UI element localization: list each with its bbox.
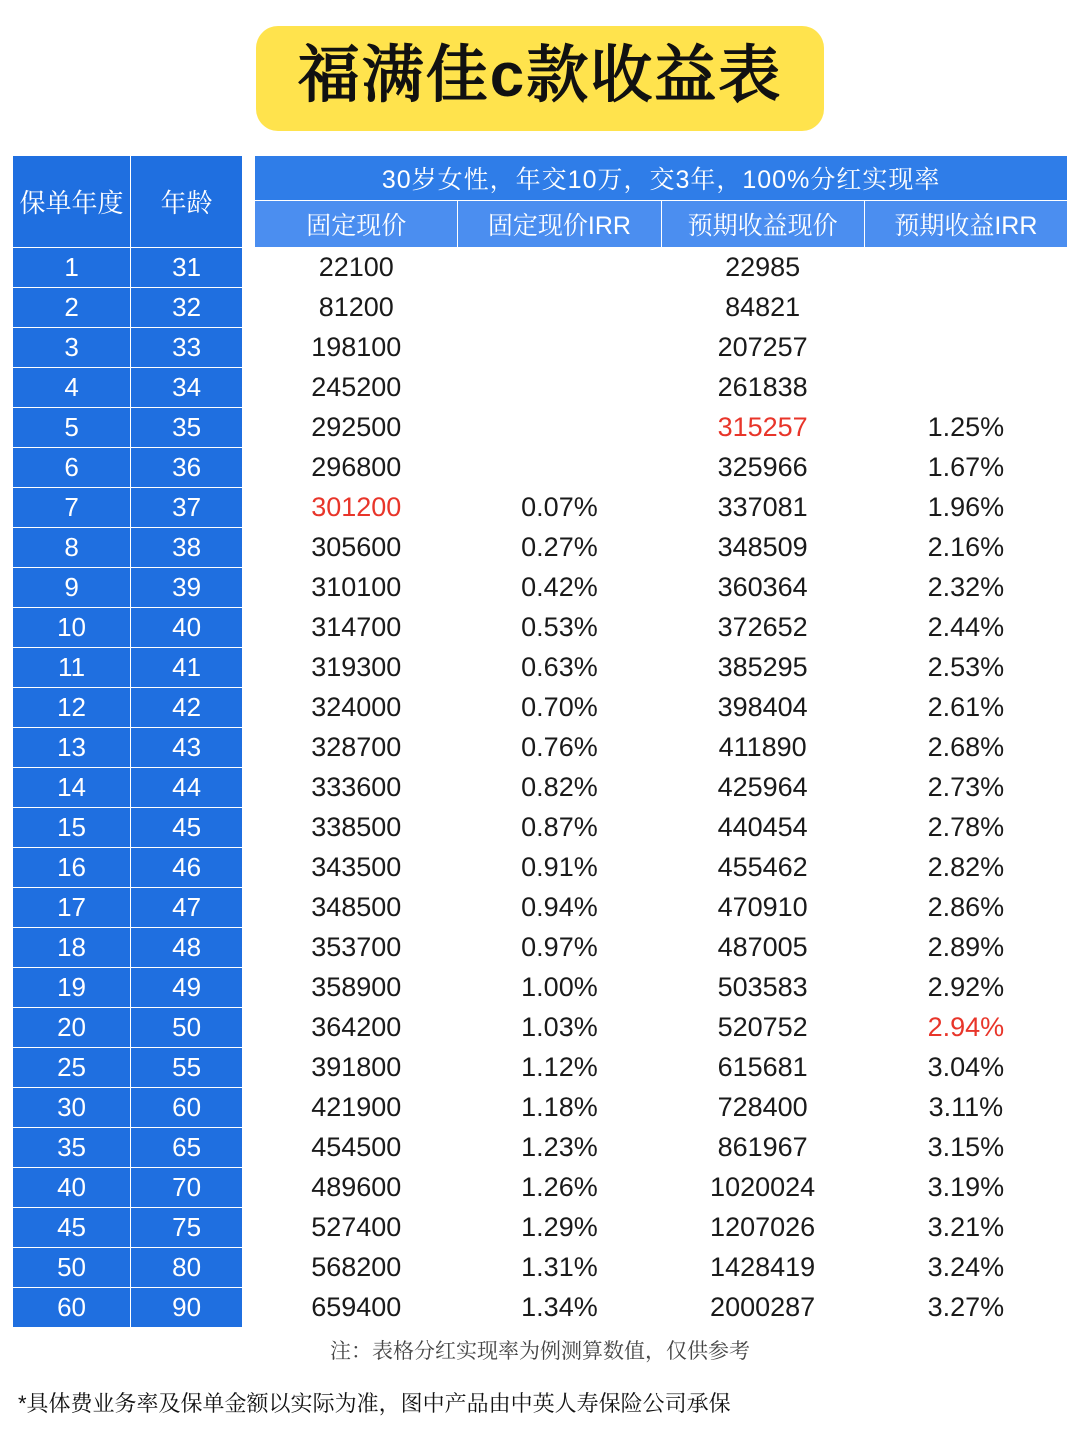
page-title: 福满佳c款收益表: [297, 41, 783, 110]
footnote: *具体费业务率及保单金额以实际为准，图中产品由中英人寿保险公司承保: [18, 1391, 731, 1417]
cell-expected-cash: 411890: [661, 728, 864, 768]
cell-gap: [243, 1128, 255, 1168]
cell-policy-year: 40: [13, 1168, 131, 1208]
cell-age: 39: [131, 568, 243, 608]
header-fixed-irr: 固定现价IRR: [458, 201, 661, 248]
cell-gap: [243, 1048, 255, 1088]
cell-expected-cash: 1428419: [661, 1248, 864, 1288]
cell-fixed-irr: 0.70%: [458, 688, 661, 728]
cell-policy-year: 10: [13, 608, 131, 648]
cell-expected-irr: 3.11%: [864, 1088, 1067, 1128]
cell-age: 50: [131, 1008, 243, 1048]
cell-policy-year: 45: [13, 1208, 131, 1248]
table-row: [13, 1048, 1068, 1088]
cell-fixed-cash: 358900: [255, 968, 458, 1008]
cell-gap: [243, 1288, 255, 1328]
cell-fixed-cash: 22100: [255, 248, 458, 288]
cell-age: 65: [131, 1128, 243, 1168]
table-row: [13, 248, 1068, 288]
cell-expected-cash: 1020024: [661, 1168, 864, 1208]
cell-expected-cash: 325966: [661, 448, 864, 488]
cell-expected-irr: 2.53%: [864, 648, 1067, 688]
cell-fixed-cash: 296800: [255, 448, 458, 488]
cell-expected-cash: 22985: [661, 248, 864, 288]
cell-age: 32: [131, 288, 243, 328]
table-row: [13, 728, 1068, 768]
cell-gap: [243, 688, 255, 728]
cell-fixed-irr: 0.76%: [458, 728, 661, 768]
cell-fixed-irr: 1.03%: [458, 1008, 661, 1048]
cell-fixed-irr: 0.82%: [458, 768, 661, 808]
cell-gap: [243, 528, 255, 568]
table-row: [13, 568, 1068, 608]
title-badge: [256, 26, 824, 131]
cell-expected-irr: [864, 328, 1067, 368]
cell-gap: [243, 928, 255, 968]
cell-gap: [243, 1248, 255, 1288]
cell-fixed-irr: 1.00%: [458, 968, 661, 1008]
cell-policy-year: 17: [13, 888, 131, 928]
table-row: [13, 768, 1068, 808]
cell-age: 33: [131, 328, 243, 368]
table-note: 注：表格分红实现率为例测算数值，仅供参考: [13, 1328, 1068, 1373]
cell-policy-year: 19: [13, 968, 131, 1008]
cell-age: 48: [131, 928, 243, 968]
header-scenario: 30岁女性，年交10万，交3年，100%分红实现率: [255, 156, 1068, 201]
cell-age: 43: [131, 728, 243, 768]
cell-expected-irr: [864, 288, 1067, 328]
header-age: 年龄: [131, 156, 243, 248]
cell-fixed-cash: 81200: [255, 288, 458, 328]
cell-fixed-irr: [458, 448, 661, 488]
cell-fixed-irr: [458, 368, 661, 408]
cell-age: 31: [131, 248, 243, 288]
cell-age: 36: [131, 448, 243, 488]
cell-age: 42: [131, 688, 243, 728]
cell-policy-year: 9: [13, 568, 131, 608]
cell-expected-irr: 2.73%: [864, 768, 1067, 808]
table-row: [13, 968, 1068, 1008]
cell-fixed-irr: 1.26%: [458, 1168, 661, 1208]
table-note-row: [13, 1328, 1068, 1373]
cell-age: 45: [131, 808, 243, 848]
cell-fixed-cash: 314700: [255, 608, 458, 648]
cell-gap: [243, 808, 255, 848]
cell-age: 35: [131, 408, 243, 448]
cell-expected-irr: 2.16%: [864, 528, 1067, 568]
header-policy-year: 保单年度: [13, 156, 131, 248]
table-head: [13, 156, 1068, 248]
cell-fixed-irr: 1.34%: [458, 1288, 661, 1328]
cell-expected-cash: 470910: [661, 888, 864, 928]
cell-policy-year: 13: [13, 728, 131, 768]
cell-policy-year: 30: [13, 1088, 131, 1128]
cell-gap: [243, 1208, 255, 1248]
cell-expected-irr: [864, 248, 1067, 288]
header-fixed-cash: 固定现价: [255, 201, 458, 248]
table-row: [13, 1088, 1068, 1128]
cell-expected-cash: 861967: [661, 1128, 864, 1168]
cell-expected-cash: 348509: [661, 528, 864, 568]
cell-expected-cash: 487005: [661, 928, 864, 968]
cell-policy-year: 18: [13, 928, 131, 968]
table-row: [13, 528, 1068, 568]
cell-expected-irr: 1.67%: [864, 448, 1067, 488]
cell-expected-irr: 2.32%: [864, 568, 1067, 608]
cell-gap: [243, 288, 255, 328]
cell-fixed-irr: 0.94%: [458, 888, 661, 928]
header-expected-irr: 预期收益IRR: [864, 201, 1067, 248]
cell-age: 46: [131, 848, 243, 888]
cell-expected-cash: 337081: [661, 488, 864, 528]
table-row: [13, 1008, 1068, 1048]
cell-gap: [243, 328, 255, 368]
table-row: [13, 1168, 1068, 1208]
cell-expected-irr: 2.89%: [864, 928, 1067, 968]
cell-fixed-irr: 1.23%: [458, 1128, 661, 1168]
cell-age: 75: [131, 1208, 243, 1248]
cell-gap: [243, 568, 255, 608]
cell-fixed-cash: 454500: [255, 1128, 458, 1168]
table-row: [13, 848, 1068, 888]
cell-age: 38: [131, 528, 243, 568]
cell-fixed-irr: [458, 248, 661, 288]
cell-gap: [243, 768, 255, 808]
cell-fixed-cash: 198100: [255, 328, 458, 368]
cell-fixed-irr: [458, 328, 661, 368]
cell-fixed-cash: 353700: [255, 928, 458, 968]
cell-gap: [243, 608, 255, 648]
cell-age: 90: [131, 1288, 243, 1328]
cell-expected-irr: 3.27%: [864, 1288, 1067, 1328]
cell-fixed-cash: 348500: [255, 888, 458, 928]
cell-fixed-cash: 324000: [255, 688, 458, 728]
cell-fixed-cash: 319300: [255, 648, 458, 688]
table-row: [13, 448, 1068, 488]
cell-fixed-irr: 1.12%: [458, 1048, 661, 1088]
cell-expected-cash: 2000287: [661, 1288, 864, 1328]
table-row: [13, 928, 1068, 968]
cell-expected-irr: 3.04%: [864, 1048, 1067, 1088]
cell-fixed-irr: 0.07%: [458, 488, 661, 528]
cell-expected-cash: 440454: [661, 808, 864, 848]
cell-policy-year: 20: [13, 1008, 131, 1048]
title-container: [0, 0, 1080, 131]
cell-policy-year: 6: [13, 448, 131, 488]
cell-policy-year: 25: [13, 1048, 131, 1088]
cell-expected-cash: 728400: [661, 1088, 864, 1128]
cell-expected-irr: 2.92%: [864, 968, 1067, 1008]
cell-fixed-irr: 0.53%: [458, 608, 661, 648]
cell-fixed-irr: 0.27%: [458, 528, 661, 568]
table-row: [13, 688, 1068, 728]
cell-gap: [243, 1008, 255, 1048]
cell-fixed-cash: 343500: [255, 848, 458, 888]
cell-age: 70: [131, 1168, 243, 1208]
cell-gap: [243, 248, 255, 288]
table-row: [13, 1208, 1068, 1248]
cell-policy-year: 8: [13, 528, 131, 568]
cell-policy-year: 15: [13, 808, 131, 848]
table-row: [13, 1288, 1068, 1328]
cell-fixed-cash: 245200: [255, 368, 458, 408]
cell-fixed-cash: 527400: [255, 1208, 458, 1248]
cell-fixed-irr: 1.31%: [458, 1248, 661, 1288]
cell-policy-year: 2: [13, 288, 131, 328]
cell-expected-irr: 1.25%: [864, 408, 1067, 448]
cell-age: 80: [131, 1248, 243, 1288]
cell-fixed-cash: 328700: [255, 728, 458, 768]
cell-expected-irr: 3.24%: [864, 1248, 1067, 1288]
cell-fixed-cash: 568200: [255, 1248, 458, 1288]
cell-expected-cash: 360364: [661, 568, 864, 608]
cell-fixed-cash: 391800: [255, 1048, 458, 1088]
cell-expected-irr: 2.78%: [864, 808, 1067, 848]
cell-gap: [243, 728, 255, 768]
cell-expected-cash: 372652: [661, 608, 864, 648]
cell-gap: [243, 488, 255, 528]
cell-expected-irr: 2.44%: [864, 608, 1067, 648]
cell-expected-cash: 455462: [661, 848, 864, 888]
cell-fixed-cash: 301200: [255, 488, 458, 528]
cell-age: 34: [131, 368, 243, 408]
cell-fixed-cash: 292500: [255, 408, 458, 448]
cell-policy-year: 1: [13, 248, 131, 288]
cell-age: 47: [131, 888, 243, 928]
table-row: [13, 888, 1068, 928]
cell-expected-cash: 520752: [661, 1008, 864, 1048]
cell-expected-irr: 2.82%: [864, 848, 1067, 888]
cell-gap: [243, 368, 255, 408]
cell-fixed-irr: 1.29%: [458, 1208, 661, 1248]
cell-expected-irr: 3.15%: [864, 1128, 1067, 1168]
table-body: [13, 248, 1068, 1328]
cell-expected-cash: 84821: [661, 288, 864, 328]
cell-fixed-irr: 0.87%: [458, 808, 661, 848]
table-row: [13, 408, 1068, 448]
cell-expected-cash: 503583: [661, 968, 864, 1008]
table-foot: [13, 1328, 1068, 1373]
table-row: [13, 328, 1068, 368]
cell-expected-irr: 3.19%: [864, 1168, 1067, 1208]
cell-expected-cash: 261838: [661, 368, 864, 408]
cell-expected-irr: 2.68%: [864, 728, 1067, 768]
cell-expected-cash: 315257: [661, 408, 864, 448]
cell-expected-irr: 3.21%: [864, 1208, 1067, 1248]
cell-gap: [243, 448, 255, 488]
cell-policy-year: 14: [13, 768, 131, 808]
cell-fixed-cash: 659400: [255, 1288, 458, 1328]
table-row: [13, 808, 1068, 848]
cell-age: 60: [131, 1088, 243, 1128]
cell-expected-cash: 1207026: [661, 1208, 864, 1248]
cell-fixed-irr: [458, 288, 661, 328]
cell-policy-year: 7: [13, 488, 131, 528]
cell-gap: [243, 888, 255, 928]
cell-age: 49: [131, 968, 243, 1008]
cell-age: 37: [131, 488, 243, 528]
cell-policy-year: 11: [13, 648, 131, 688]
table-row: [13, 648, 1068, 688]
cell-expected-cash: 398404: [661, 688, 864, 728]
table-row: [13, 488, 1068, 528]
cell-age: 41: [131, 648, 243, 688]
cell-expected-irr: [864, 368, 1067, 408]
cell-policy-year: 60: [13, 1288, 131, 1328]
table-row: [13, 608, 1068, 648]
cell-expected-irr: 2.61%: [864, 688, 1067, 728]
table-container: [12, 155, 1068, 1373]
cell-fixed-irr: [458, 408, 661, 448]
cell-gap: [243, 408, 255, 448]
header-gap: [243, 156, 255, 248]
cell-fixed-cash: 364200: [255, 1008, 458, 1048]
cell-fixed-cash: 489600: [255, 1168, 458, 1208]
cell-policy-year: 35: [13, 1128, 131, 1168]
table-row: [13, 1128, 1068, 1168]
cell-gap: [243, 648, 255, 688]
cell-fixed-irr: 1.18%: [458, 1088, 661, 1128]
cell-age: 55: [131, 1048, 243, 1088]
cell-fixed-irr: 0.91%: [458, 848, 661, 888]
cell-fixed-cash: 310100: [255, 568, 458, 608]
cell-policy-year: 50: [13, 1248, 131, 1288]
cell-fixed-irr: 0.97%: [458, 928, 661, 968]
cell-fixed-cash: 305600: [255, 528, 458, 568]
benefit-table: [12, 155, 1068, 1373]
cell-expected-cash: 425964: [661, 768, 864, 808]
table-head-row-1: [13, 156, 1068, 201]
table-row: [13, 368, 1068, 408]
cell-age: 40: [131, 608, 243, 648]
header-expected-cash: 预期收益现价: [661, 201, 864, 248]
cell-expected-irr: 1.96%: [864, 488, 1067, 528]
cell-expected-irr: 2.94%: [864, 1008, 1067, 1048]
cell-fixed-cash: 421900: [255, 1088, 458, 1128]
cell-fixed-irr: 0.42%: [458, 568, 661, 608]
cell-fixed-irr: 0.63%: [458, 648, 661, 688]
cell-expected-cash: 207257: [661, 328, 864, 368]
cell-policy-year: 16: [13, 848, 131, 888]
cell-policy-year: 12: [13, 688, 131, 728]
cell-policy-year: 5: [13, 408, 131, 448]
cell-gap: [243, 848, 255, 888]
cell-fixed-cash: 333600: [255, 768, 458, 808]
table-row: [13, 288, 1068, 328]
cell-expected-cash: 615681: [661, 1048, 864, 1088]
table-row: [13, 1248, 1068, 1288]
cell-gap: [243, 1168, 255, 1208]
cell-fixed-cash: 338500: [255, 808, 458, 848]
cell-expected-cash: 385295: [661, 648, 864, 688]
cell-policy-year: 3: [13, 328, 131, 368]
cell-policy-year: 4: [13, 368, 131, 408]
cell-gap: [243, 1088, 255, 1128]
cell-expected-irr: 2.86%: [864, 888, 1067, 928]
cell-age: 44: [131, 768, 243, 808]
cell-gap: [243, 968, 255, 1008]
